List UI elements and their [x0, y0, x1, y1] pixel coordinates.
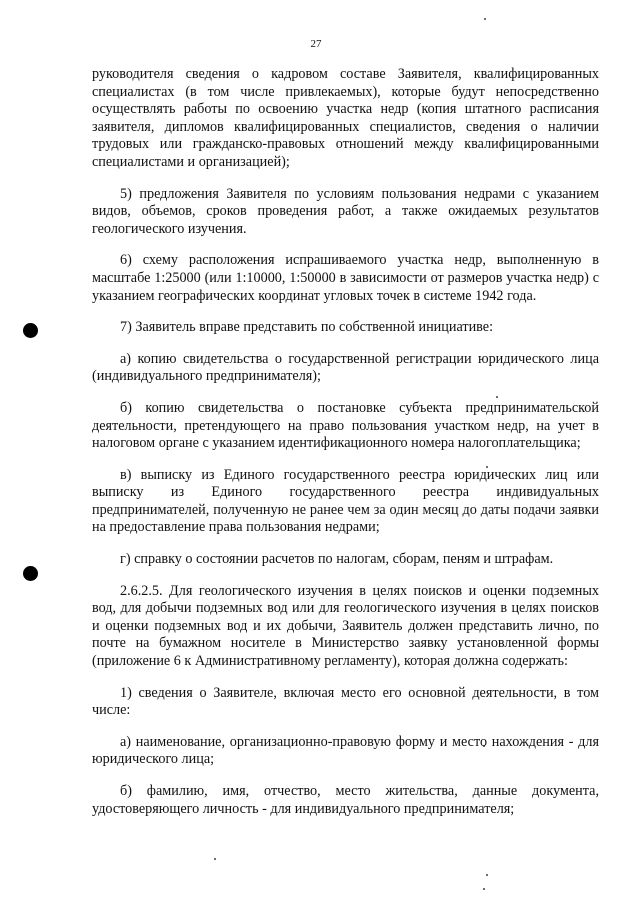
page-number: 27 [310, 38, 322, 50]
paragraph-item-1-applicant: 1) сведения о Заявителе, включая место его основной деятельности, в том числе: [92, 684, 599, 719]
paragraph-section-2-6-2-5: 2.6.2.5. Для геологического изучения в целях поисков и оценки подземных вод, для добычи подземных вод или для геологического изучения в целях поисков и оценки подземных вод и их добычи, Заявитель должен представить лично, по почте на бумажном носителе в Министерство заявку установленной формы (приложение 6 к Административному регламенту), которая должна содержать: [92, 582, 599, 670]
paragraph-staff-info: руководителя сведения о кадровом составе Заявителя, квалифицированных специалистах (в том числе привлекаемых), которые будут непосредственно осуществлять работы по освоению участка недр (копия штатного расписания заявителя, дипломов квалифицированных специалистов, сведения о наличии трудовых или гражданско-правовых отношений между квалифицированными специалистами и организацией); [92, 66, 599, 170]
paragraph-item-7-initiative: 7) Заявитель вправе представить по собственной инициативе: [120, 319, 494, 336]
paragraph-item-a-legal-entity: а) наименование, организационно-правовую форму и место нахождения - для юридического лица; [92, 733, 599, 768]
punch-hole-top [23, 323, 38, 338]
scan-speck [484, 18, 486, 20]
scan-speck [214, 858, 216, 860]
paragraph-item-v-extract: в) выписку из Единого государственного реестра юридических лиц или выписку из Единого государственного реестра индивидуальных предпринимателей, полученную не ранее чем за один месяц до даты подачи заявки на предоставление права пользования недрами; [92, 466, 599, 536]
paragraph-item-g-certificate: г) справку о состоянии расчетов по налогам, сборам, пеням и штрафам. [120, 551, 554, 568]
paragraph-item-b-tax: б) копию свидетельства о постановке субъекта предпринимательской деятельности, претендующего на право пользования участком недр, на учет в налоговом органе с указанием идентификационного номера налогоплательщика; [92, 399, 599, 452]
punch-hole-bottom [23, 566, 38, 581]
scan-speck [483, 888, 485, 890]
paragraph-item-a-registration: а) копию свидетельства о государственной регистрации юридического лица (индивидуального предпринимателя); [92, 350, 599, 385]
scan-speck [486, 874, 488, 876]
paragraph-item-6-scheme: 6) схему расположения испрашиваемого участка недр, выполненную в масштабе 1:25000 (или 1:10000, 1:50000 в зависимости от размеров участка недр) с указанием географических координат угловых точек в системе 1942 года. [92, 252, 599, 304]
paragraph-item-b-entrepreneur: б) фамилию, имя, отчество, место жительства, данные документа, удостоверяющего личность - для индивидуального предпринимателя; [92, 783, 599, 817]
paragraph-item-5-proposals: 5) предложения Заявителя по условиям пользования недрами с указанием видов, объемов, сроков проведения работ, а также ожидаемых результатов геологического изучения. [92, 185, 599, 237]
document-body [92, 66, 599, 818]
